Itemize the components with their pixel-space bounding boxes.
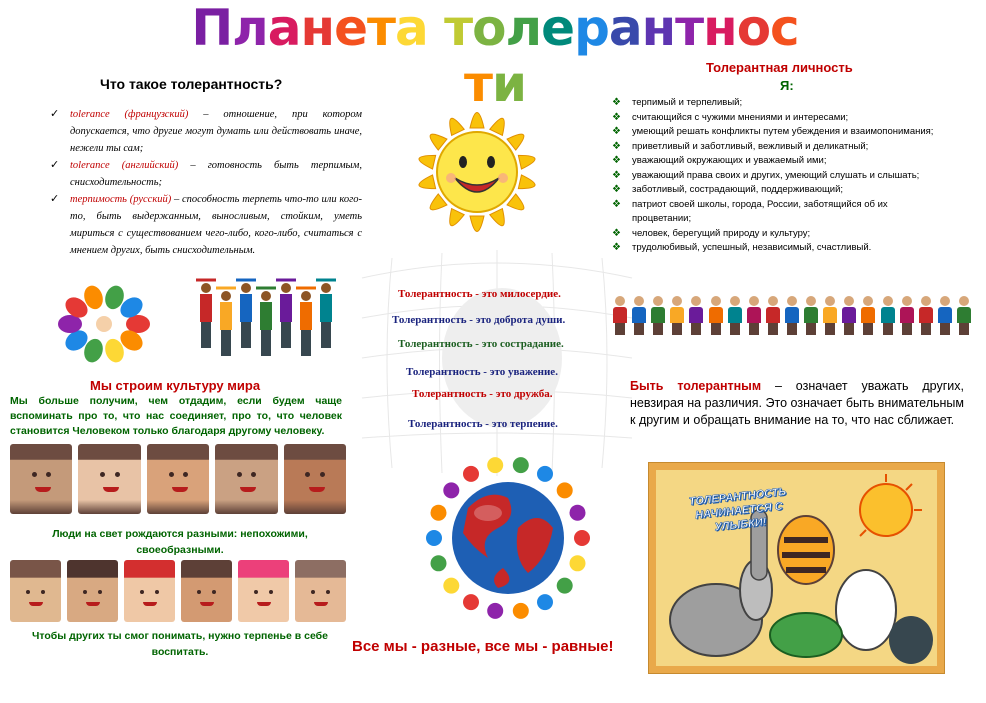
culture-text: Мы больше получим, чем отдадим, если будем чаще вспоминать про то, что нас соединяет, про то, что человек становится Человеком только благодаря другому человеку. (10, 395, 342, 437)
smiling-sun-illustration (402, 92, 552, 252)
nation-child-figure (708, 296, 724, 336)
jumping-child (196, 280, 216, 348)
globe-with-children-illustration (416, 448, 600, 624)
child-face-photo (147, 444, 209, 514)
nation-child-figure (880, 296, 896, 336)
sun-ray (445, 115, 464, 135)
sun-ray (417, 152, 435, 169)
child-face-photo (284, 444, 346, 514)
globe-grid-background (352, 238, 642, 478)
sun-ray (445, 209, 464, 229)
trait-item: ❖ человек, берегущий природу и культуру; (612, 227, 942, 242)
definition-text: – готовность быть терпимым, снисходительность; (70, 160, 362, 188)
globe-child (431, 555, 447, 571)
globe-child (443, 482, 459, 498)
trait-item: ❖ умеющий решать конфликты путем убеждения и взаимопонимания; (612, 125, 942, 140)
globe-child (431, 505, 447, 521)
tolerance-statement: Толерантность - это сострадание. (398, 338, 564, 350)
tolerance-statement: Толерантность - это милосердие. (398, 288, 561, 300)
globe-child (487, 603, 503, 619)
tolerance-statement: Толерантность - это терпение. (408, 418, 558, 430)
globe-child (443, 578, 459, 594)
sun-ray (507, 194, 528, 215)
nation-child-figure (841, 296, 857, 336)
child-face-photo (215, 444, 277, 514)
globe-child (537, 594, 553, 610)
sun-ray (518, 152, 536, 169)
nation-child-figure (631, 296, 647, 336)
tolerance-statement: Толерантность - это дружба. (412, 388, 553, 400)
definition-text: – отношение, при котором допускается, что другие могут думать или действовать иначе, нежели ты сам; (70, 109, 362, 154)
nation-child-figure (650, 296, 666, 336)
jumping-child (216, 288, 236, 356)
poster-caption: ТОЛЕРАНТНОСТЬ НАЧИНАЕТСЯ С УЛЫБКИ! (688, 486, 787, 534)
globe-child (574, 530, 590, 546)
jumping-child (296, 288, 316, 356)
definitions-list (52, 106, 362, 259)
sun-ray (417, 175, 435, 192)
jumping-child (256, 288, 276, 356)
nation-child-figure (937, 296, 953, 336)
sun-ray (426, 194, 447, 215)
ring-child (126, 315, 150, 333)
globe-child (463, 466, 479, 482)
page-title: Планета толерантности (191, 0, 799, 113)
child-face-photo (124, 560, 175, 622)
child-face-photo (10, 560, 61, 622)
definition-item (52, 191, 362, 259)
nation-child-figure (822, 296, 838, 336)
globe-child (463, 594, 479, 610)
sun-ray (470, 216, 484, 232)
jumping-children-photo (190, 270, 340, 366)
child-face-photo (238, 560, 289, 622)
trait-item: ❖ приветливый и заботливый, вежливый и деликатный; (612, 140, 942, 155)
children-circle-photo (44, 278, 164, 370)
definition-term: терпимость (русский) (70, 194, 172, 205)
globe-child (557, 482, 573, 498)
sun-ray (490, 209, 509, 229)
nation-child-figure (784, 296, 800, 336)
sun-ray (426, 129, 447, 150)
trait-item: ❖ считающийся с чужими мнениями и интересами; (612, 111, 942, 126)
trait-item: ❖ заботливый, сострадающий, поддерживающий; (612, 183, 942, 198)
jumping-child (236, 280, 256, 348)
nation-child-figure (612, 296, 628, 336)
meaning-highlight: Быть толерантным (630, 379, 762, 393)
born-different-text: Люди на свет рождаются разными: непохожими, своеобразными. (52, 528, 308, 556)
jumping-child (276, 280, 296, 348)
traits-list (612, 96, 942, 256)
definition-term: tolerance (французский) (70, 109, 189, 120)
globe-child (487, 457, 503, 473)
trait-item: ❖ трудолюбивый, успешный, независимый, счастливый. (612, 241, 942, 256)
nation-child-figure (765, 296, 781, 336)
nation-child-figure (803, 296, 819, 336)
slogan: Все мы - разные, все мы - равные! (352, 638, 614, 655)
child-face-photo (181, 560, 232, 622)
meaning-rest: – означает уважать других, невзирая на различия. Это означает быть внимательным к другим и обращать внимание на то, что нас сближает. (630, 379, 964, 427)
nation-child-figure (746, 296, 762, 336)
tolerance-statement: Толерантность - это уважение. (406, 366, 558, 378)
trait-item: ❖ терпимый и терпеливый; (612, 96, 942, 111)
sun-ray (470, 113, 484, 129)
child-face-photo (78, 444, 140, 514)
ring-child (58, 315, 82, 333)
definition-term: tolerance (английский) (70, 160, 179, 171)
nation-child-figure (918, 296, 934, 336)
sun-ray (490, 115, 509, 135)
globe-child (570, 555, 586, 571)
nation-child-figure (688, 296, 704, 336)
child-face-photo (295, 560, 346, 622)
children-faces-row-2 (10, 560, 346, 622)
definition-text: – способность терпеть что-то или кого-то, быть выдержанным, выносливым, стойким, уметь мириться с существованием чего-либо, кого-либо, считаться с мнением других, быть снисходительным. (70, 194, 362, 256)
patience-text: Чтобы других ты смог понимать, нужно терпенье в себе воспитать. (32, 630, 328, 658)
globe-child (570, 505, 586, 521)
children-faces-row-1 (10, 444, 346, 514)
definition-item (52, 157, 362, 191)
jumping-child (316, 280, 336, 348)
globe-child (513, 457, 529, 473)
culture-heading: Мы строим культуру мира (90, 378, 261, 393)
nation-child-figure (860, 296, 876, 336)
globe-child (557, 578, 573, 594)
meaning-paragraph (630, 378, 964, 429)
nation-child-figure (727, 296, 743, 336)
nation-child-figure (669, 296, 685, 336)
nation-child-figure (899, 296, 915, 336)
definition-item (52, 106, 362, 157)
tolerance-statement: Толерантность - это доброта души. (392, 314, 566, 326)
child-face-photo (10, 444, 72, 514)
question-heading: Что такое толерантность? (100, 76, 283, 92)
globe-child (513, 603, 529, 619)
trait-item: ❖ уважающий права своих и других, умеющий слушать и слышать; (612, 169, 942, 184)
sun-ray (518, 175, 536, 192)
sun-ray (507, 129, 528, 150)
globe-child (537, 466, 553, 482)
trait-item: ❖ уважающий окружающих и уважаемый ими; (612, 154, 942, 169)
poster-artwork (656, 470, 937, 666)
globe-child (426, 530, 442, 546)
nation-child-figure (956, 296, 972, 336)
child-face-photo (67, 560, 118, 622)
ya-label: Я: (780, 78, 794, 93)
children-of-nations-row (612, 296, 972, 338)
personality-heading: Толерантная личность (706, 60, 853, 75)
trait-item: ❖ патриот своей школы, города, России, заботящийся об их процветании; (612, 198, 942, 227)
cartoon-poster (648, 462, 945, 674)
